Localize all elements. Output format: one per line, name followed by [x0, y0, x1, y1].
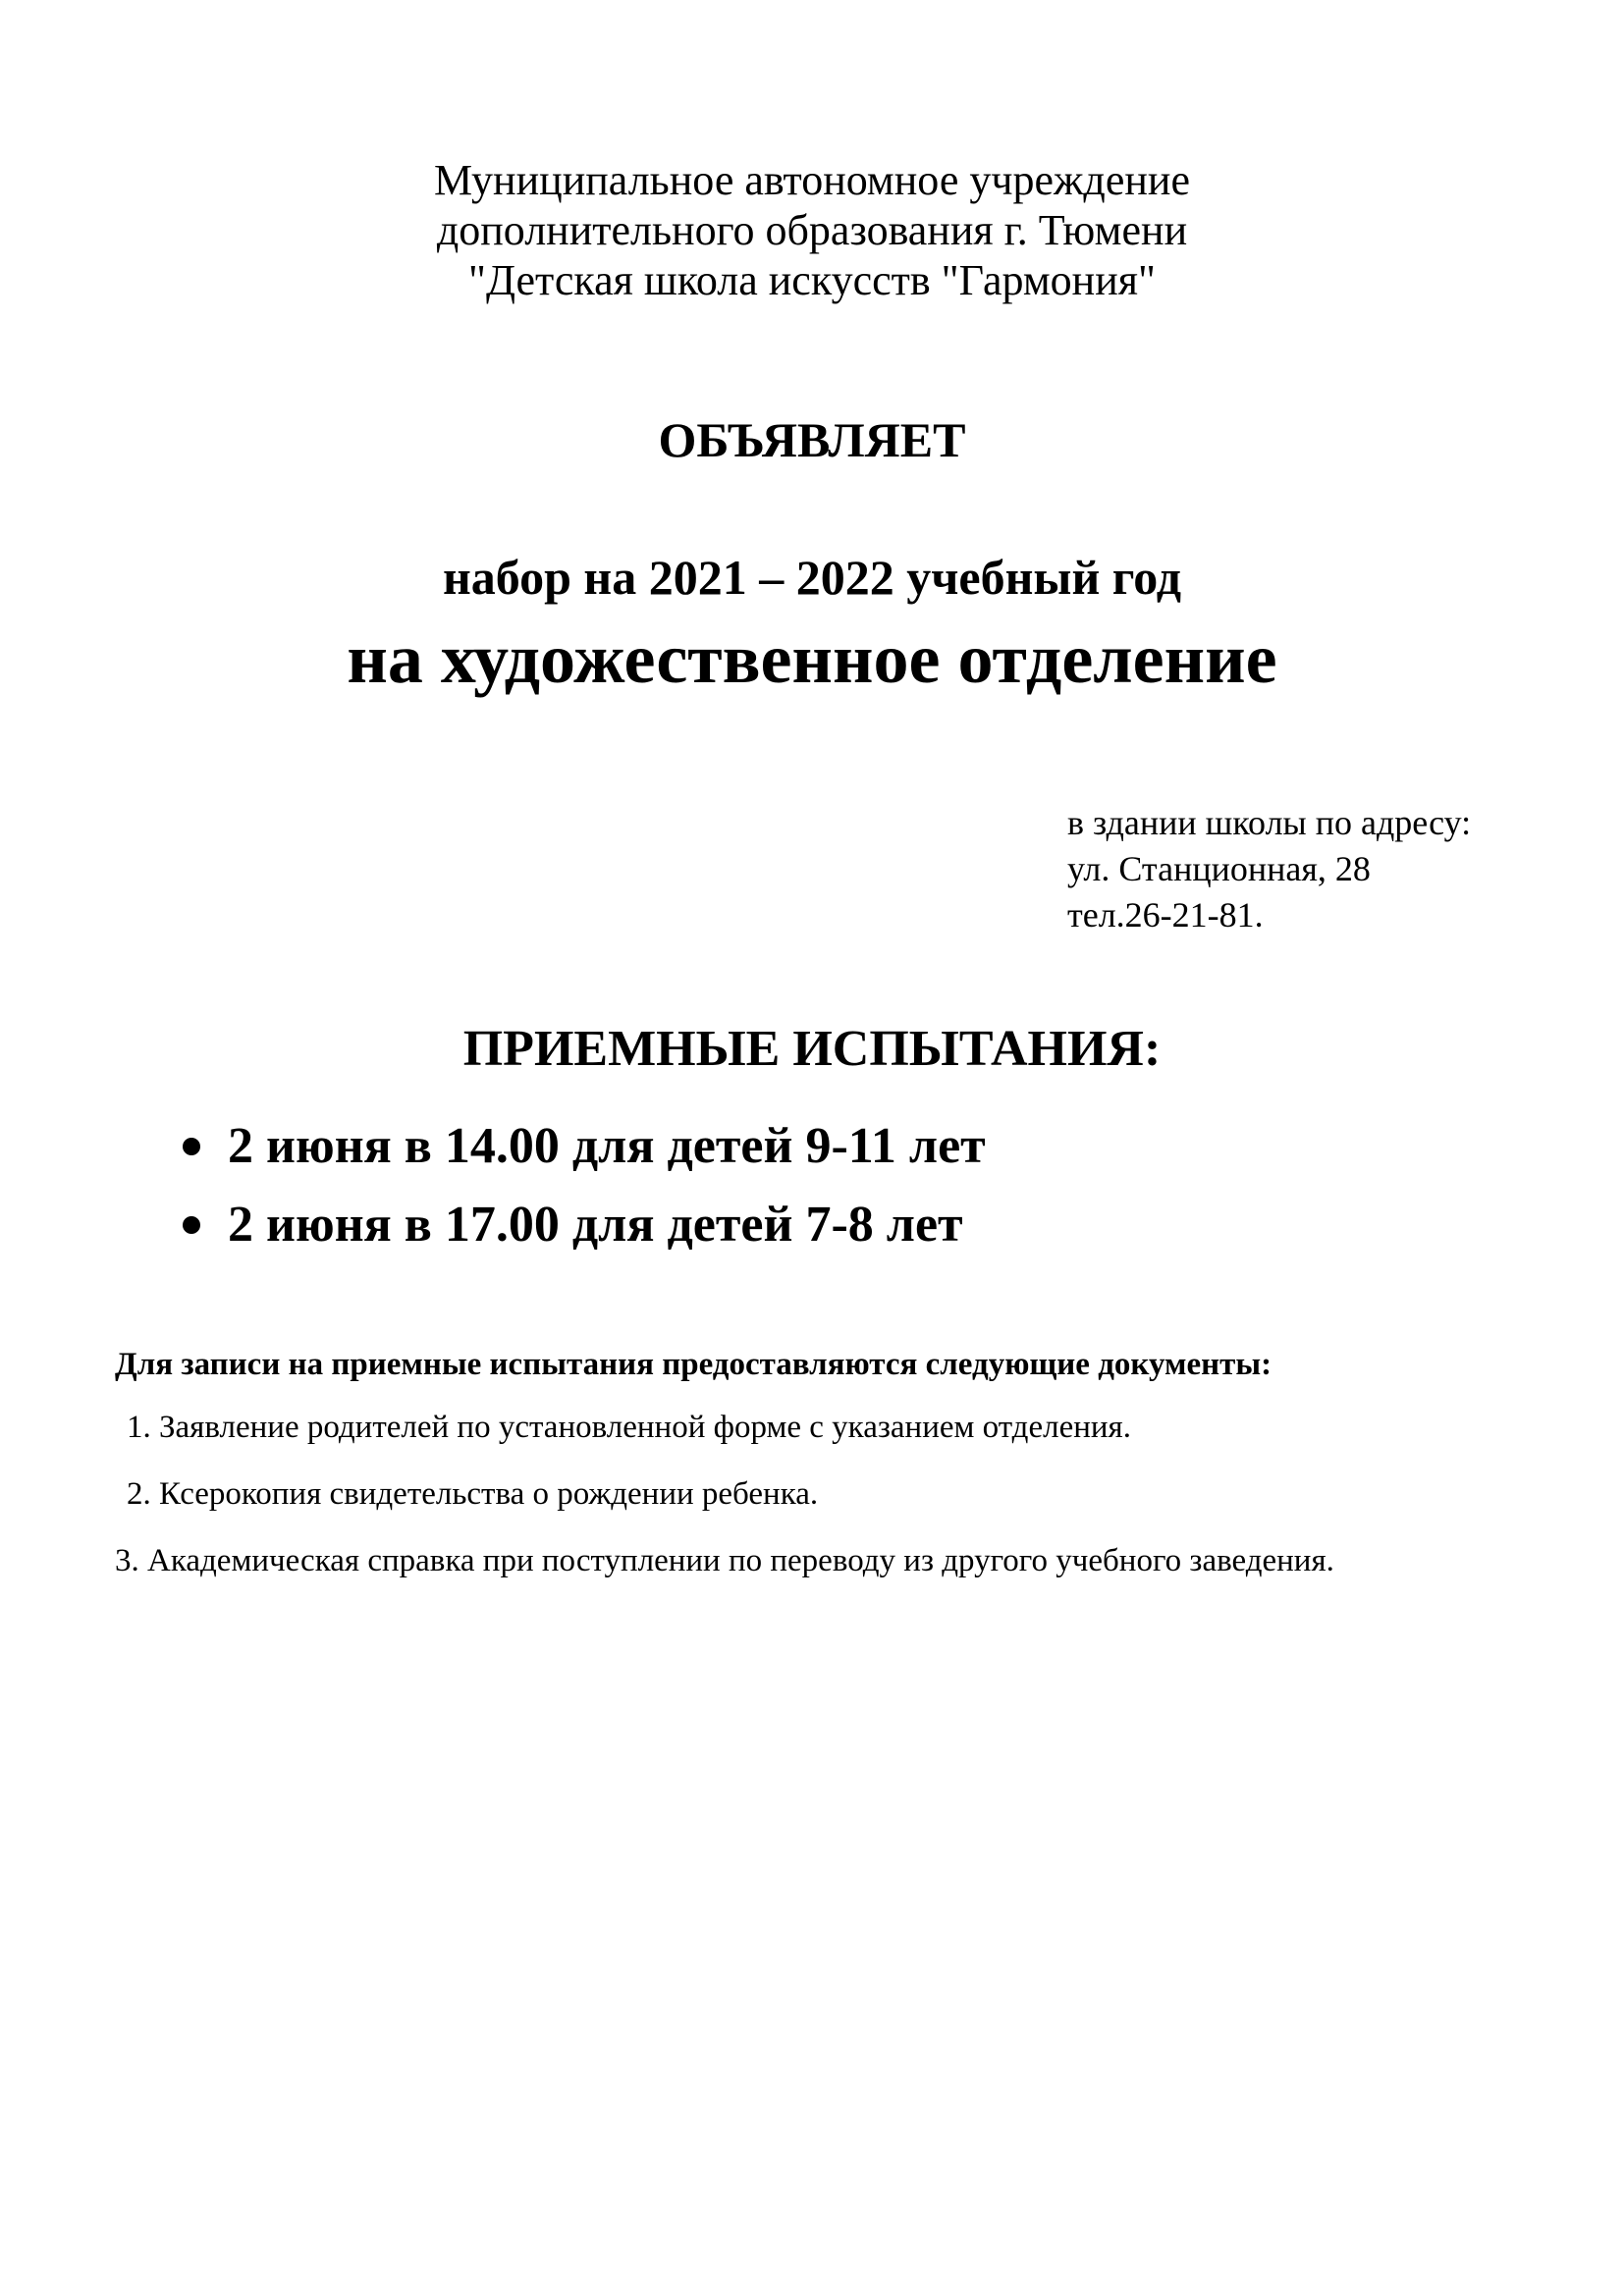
recruitment-year: набор на 2021 – 2022 учебный год: [442, 550, 1182, 605]
exam-schedule-item: [177, 1107, 986, 1186]
institution-line: дополнительного образования г. Тюмени: [436, 206, 1188, 254]
institution-name: [0, 155, 1624, 305]
document-item: 3. Академическая справка при поступлении по переводу из другого учебного заведения.: [115, 1543, 1334, 1578]
address-street: ул. Станционная, 28: [1067, 849, 1371, 888]
documents-list: [115, 1406, 1517, 1606]
exam-schedule-text: 2 июня в 14.00 для детей 9-11 лет: [228, 1118, 986, 1174]
document-item: 2. Ксерокопия свидетельства о рождении ребенка.: [127, 1476, 819, 1512]
institution-line: Муниципальное автономное учреждение: [434, 156, 1190, 204]
address-block: [1067, 800, 1471, 938]
institution-line: "Детская школа искусств "Гармония": [468, 256, 1156, 304]
exam-schedule-item: [177, 1186, 986, 1264]
announcement-title: ОБЪЯВЛЯЕТ: [658, 412, 966, 467]
documents-title: Для записи на приемные испытания предоставляются следующие документы:: [115, 1347, 1272, 1382]
exam-schedule-list: [177, 1107, 986, 1264]
bullet-icon: [183, 1138, 200, 1155]
address-intro: в здании школы по адресу:: [1067, 803, 1472, 842]
bullet-icon: [183, 1216, 200, 1234]
department-heading: на художественное отделение: [347, 619, 1277, 698]
exam-schedule-text: 2 июня в 17.00 для детей 7-8 лет: [228, 1197, 963, 1253]
address-phone: тел.26-21-81.: [1067, 895, 1264, 934]
document-item: 1. Заявление родителей по установленной форме с указанием отделения.: [127, 1410, 1131, 1445]
exams-title: ПРИЕМНЫЕ ИСПЫТАНИЯ:: [462, 1021, 1162, 1077]
